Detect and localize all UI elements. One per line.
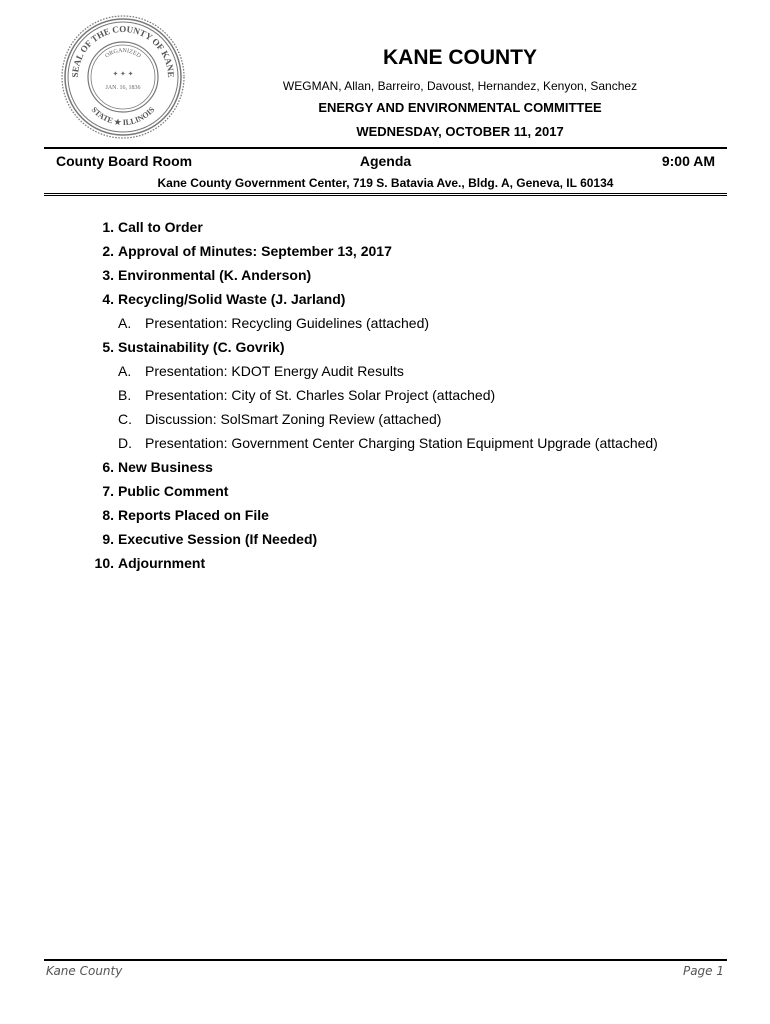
svg-text:✦ ✦ ✦: ✦ ✦ ✦ (112, 70, 134, 78)
agenda-item (80, 527, 740, 551)
agenda-item-title: Reports Placed on File (118, 507, 269, 523)
agenda-item-number: 4. (102, 291, 114, 307)
agenda-item (80, 239, 740, 263)
agenda-item-title: Recycling/Solid Waste (J. Jarland) (118, 291, 346, 307)
agenda-item-number: 2. (102, 243, 114, 259)
agenda-item-number: 7. (102, 483, 114, 499)
agenda-item-number: 5. (102, 339, 114, 355)
agenda-item-number: 10. (94, 555, 114, 571)
agenda-subitem (80, 383, 740, 407)
agenda-item (80, 263, 740, 287)
agenda-item (80, 455, 740, 479)
agenda-item-number: 3. (102, 267, 114, 283)
agenda-item (80, 335, 740, 359)
meeting-info-bar (44, 153, 727, 171)
agenda-item-number: 1. (102, 219, 114, 235)
meeting-room: County Board Room (56, 153, 193, 169)
meeting-date: WEDNESDAY, OCTOBER 11, 2017 (356, 124, 564, 139)
agenda-subitem-text: Presentation: KDOT Energy Audit Results (145, 363, 404, 379)
agenda-item-title: New Business (118, 459, 213, 475)
agenda-label: Agenda (359, 153, 412, 169)
agenda-subitem-text: Presentation: City of St. Charles Solar Project (attached) (145, 387, 496, 403)
svg-text:JAN. 16, 1836: JAN. 16, 1836 (105, 85, 141, 91)
agenda-subitem-letter: D. (118, 435, 132, 451)
agenda-item-title: Sustainability (C. Govrik) (118, 339, 285, 355)
footer-county: Kane County (46, 964, 123, 978)
page-number: Page 1 (682, 964, 724, 978)
agenda-item-title: Adjournment (118, 555, 206, 571)
committee-members: WEGMAN, Allan, Barreiro, Davoust, Hernandez, Kenyon, Sanchez (282, 79, 638, 93)
svg-text:ORGANIZED: ORGANIZED (104, 47, 142, 60)
agenda-item (80, 215, 740, 239)
county-title: KANE COUNTY (382, 46, 537, 69)
meeting-address: Kane County Government Center, 719 S. Batavia Ave., Bldg. A, Geneva, IL 60134 (157, 176, 614, 190)
agenda-item-title: Executive Session (If Needed) (118, 531, 318, 547)
county-seal-logo (60, 14, 186, 140)
header-divider (44, 147, 727, 149)
agenda-subitem (80, 359, 740, 383)
address-divider (44, 193, 727, 194)
agenda-item (80, 287, 740, 311)
address-divider-double (44, 195, 727, 196)
svg-text:SEAL OF THE COUNTY OF KANE: SEAL OF THE COUNTY OF KANE (69, 23, 177, 78)
agenda-item (80, 503, 740, 527)
agenda-item-title: Call to Order (118, 219, 203, 235)
agenda-subitem-letter: B. (118, 387, 132, 403)
agenda-list (80, 215, 740, 575)
agenda-subitem-text: Discussion: SolSmart Zoning Review (attached) (145, 411, 442, 427)
agenda-item-title: Environmental (K. Anderson) (118, 267, 312, 283)
agenda-subitem-letter: C. (118, 411, 132, 427)
agenda-item-number: 6. (102, 459, 114, 475)
agenda-item-title: Public Comment (118, 483, 229, 499)
agenda-subitem (80, 431, 740, 455)
meeting-time: 9:00 AM (661, 153, 715, 169)
agenda-subitem-letter: A. (118, 363, 132, 379)
agenda-subitem-letter: A. (118, 315, 132, 331)
agenda-subitem-text: Presentation: Government Center Charging Station Equipment Upgrade (attached) (145, 435, 658, 451)
footer-divider (44, 959, 727, 961)
agenda-subitem (80, 311, 740, 335)
agenda-item-number: 9. (102, 531, 114, 547)
svg-text:STATE ★ ILLINOIS: STATE ★ ILLINOIS (89, 105, 157, 128)
agenda-item-number: 8. (102, 507, 114, 523)
agenda-item (80, 479, 740, 503)
agenda-subitem (80, 407, 740, 431)
agenda-item-title: Approval of Minutes: September 13, 2017 (118, 243, 392, 259)
committee-name: ENERGY AND ENVIRONMENTAL COMMITTEE (318, 100, 602, 115)
agenda-subitem-text: Presentation: Recycling Guidelines (attached) (145, 315, 430, 331)
agenda-item (80, 551, 740, 575)
